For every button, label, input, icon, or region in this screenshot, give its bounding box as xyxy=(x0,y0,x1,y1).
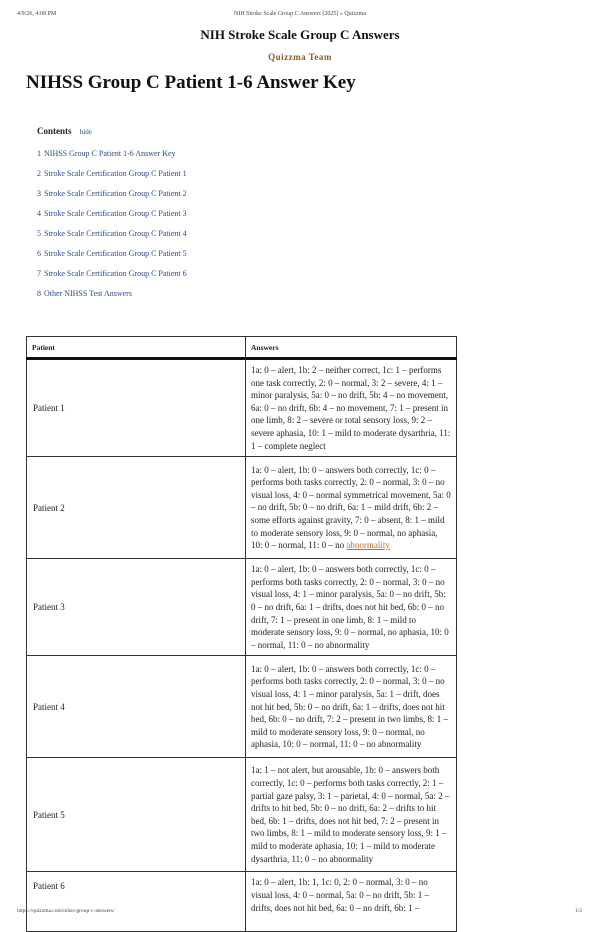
table-row xyxy=(27,457,457,559)
patient-cell: Patient 5 xyxy=(27,758,246,872)
print-url: https://quizzma.com/nihss-group-c-answers/ xyxy=(17,908,115,914)
toc-item-number: 2 xyxy=(37,169,41,178)
toc-item-number: 7 xyxy=(37,269,41,278)
table-header-row xyxy=(27,337,457,359)
patient-cell: Patient 2 xyxy=(27,457,246,559)
column-header-patient: Patient xyxy=(27,337,246,359)
toc-item-number: 1 xyxy=(37,149,41,158)
toc-item-label[interactable]: Stroke Scale Certification Group C Patient 4 xyxy=(44,229,187,238)
answers-cell: 1a: 1 – not alert, but arousable, 1b: 0 – answers both correctly, 1c: 0 – performs both tasks correctly, 2: 1 – partial gaze palsy, 3: 1 – parietal, 4: 0 – normal, 5a: 2 – drifts to hit bed, 5b: 0 – no drift, 6a: 2 – drifts to hit bed, 6b: 1 – drifts, does not hit bed, 7: 2 – present in two limbs, 8: 1 – mild to moderate sensory loss, 9: 1 – mild to moderate aphasia, 10: 1 – mild to moderate dysarthria, 11: 0 – no abnormality xyxy=(246,758,457,872)
toc-hide-toggle[interactable]: hide xyxy=(79,128,92,136)
answer-key-table xyxy=(26,336,457,932)
table-row xyxy=(27,758,457,872)
print-page-number: 1/2 xyxy=(574,908,582,914)
patient-cell: Patient 4 xyxy=(27,656,246,758)
print-footer xyxy=(0,908,600,918)
answers-cell: 1a: 0 – alert, 1b: 2 – neither correct, 1c: 1 – performs one task correctly, 2: 0 – normal, 3: 2 – severe, 4: 1 – minor paralysis, 5a: 0 – no drift, 5b: 4 – no movement, 6a: 0 – no drift, 6b: 4 – no movement, 7: 1 – present in one limb, 8: 2 – severe or total sensory loss, 9: 2 – severe aphasia, 10: 1 – mild to moderate dysarthria, 11: 1 – complete neglect xyxy=(246,359,457,457)
answers-cell xyxy=(246,457,457,559)
toc-item-label[interactable]: Stroke Scale Certification Group C Patient 2 xyxy=(44,189,187,198)
toc-item-label[interactable]: NIHSS Group C Patient 1-6 Answer Key xyxy=(44,149,176,158)
author-link[interactable]: Quizzma Team xyxy=(268,52,332,62)
toc-item-number: 3 xyxy=(37,189,41,198)
patient-cell: Patient 3 xyxy=(27,559,246,656)
toc-item-number: 4 xyxy=(37,209,41,218)
abnormality-link[interactable]: abnormality xyxy=(346,540,390,551)
site-title: NIH Stroke Scale Group C Answers xyxy=(200,27,400,42)
toc-label: Contents xyxy=(37,126,72,136)
toc-item-number: 5 xyxy=(37,229,41,238)
answers-cell: 1a: 0 – alert, 1b: 0 – answers both correctly, 1c: 0 – performs both tasks correctly, 2: 0 – normal, 3: 0 – no visual loss, 4: 1 – minor paralysis, 5a: 1 – drift, does not hit bed, 5b: 0 – no drift, 6a: 1 – drifts, does not hit bed, 6b: 0 – no drift, 7: 2 – present in two limbs, 8: 1 – mild to moderate sensory loss, 9: 0 – normal, no aphasia, 10: 0 – normal, 11: 0 – no abnormality xyxy=(246,656,457,758)
answers-text: 1a: 0 – alert, 1b: 0 – answers both correctly, 1c: 0 – performs both tasks correctly, 2: 0 – normal, 3: 0 – no visual loss, 4: 0 – normal symmetrical movement, 5a: 0 – no drift, 5b: 0 – no drift, 6a: 1 – mild drift, 6b: 2 – some efforts against gravity, 7: 0 – absent, 8: 1 – mild to moderate sensory loss, 9: 0 – normal, no aphasia, 10: 0 – normal, 11: 0 – no xyxy=(251,464,451,551)
toc-item-number: 8 xyxy=(37,289,41,298)
toc-item-number: 6 xyxy=(37,249,41,258)
toc-item-label[interactable]: Stroke Scale Certification Group C Patient 5 xyxy=(44,249,187,258)
table-row xyxy=(27,872,457,932)
table-row xyxy=(27,656,457,758)
patient-cell: Patient 6 xyxy=(27,872,246,932)
toc-item-label[interactable]: Other NIHSS Test Answers xyxy=(44,289,132,298)
toc-item-label[interactable]: Stroke Scale Certification Group C Patient 1 xyxy=(44,169,187,178)
toc-item-label[interactable]: Stroke Scale Certification Group C Patient 6 xyxy=(44,269,187,278)
print-page-title: NIH Stroke Scale Group C Answers [2025] » Quizzma xyxy=(234,11,366,17)
table-row xyxy=(27,559,457,656)
article-heading: NIHSS Group C Patient 1-6 Answer Key xyxy=(26,72,356,93)
answers-cell: 1a: 0 – alert, 1b: 1, 1c: 0, 2: 0 – normal, 3: 0 – no visual loss, 4: 0 – normal, 5a: 0 – no drift, 5b: 1 – drifts, does not hit bed, 6a: 0 – no drift, 6b: 1 – xyxy=(246,872,457,932)
patient-cell: Patient 1 xyxy=(27,359,246,457)
answers-cell: 1a: 0 – alert, 1b: 0 – answers both correctly, 1c: 0 – performs both tasks correctly, 2: 0 – normal, 3: 0 – no visual loss, 4: 1 – minor paralysis, 5a: 0 – no drift, 5b: 0 – no drift, 6a: 1 – drifts, does not hit bed, 6b: 0 – no drift, 7: 1 – present in one limb, 8: 1 – mild to moderate sensory loss, 9: 0 – normal, no aphasia, 10: 0 – normal, 11: 0 – no abnormality xyxy=(246,559,457,656)
toc-item-label[interactable]: Stroke Scale Certification Group C Patient 3 xyxy=(44,209,187,218)
table-row xyxy=(27,359,457,457)
print-datetime: 4/9/26, 4:08 PM xyxy=(17,11,57,17)
column-header-answers: Answers xyxy=(246,337,457,359)
